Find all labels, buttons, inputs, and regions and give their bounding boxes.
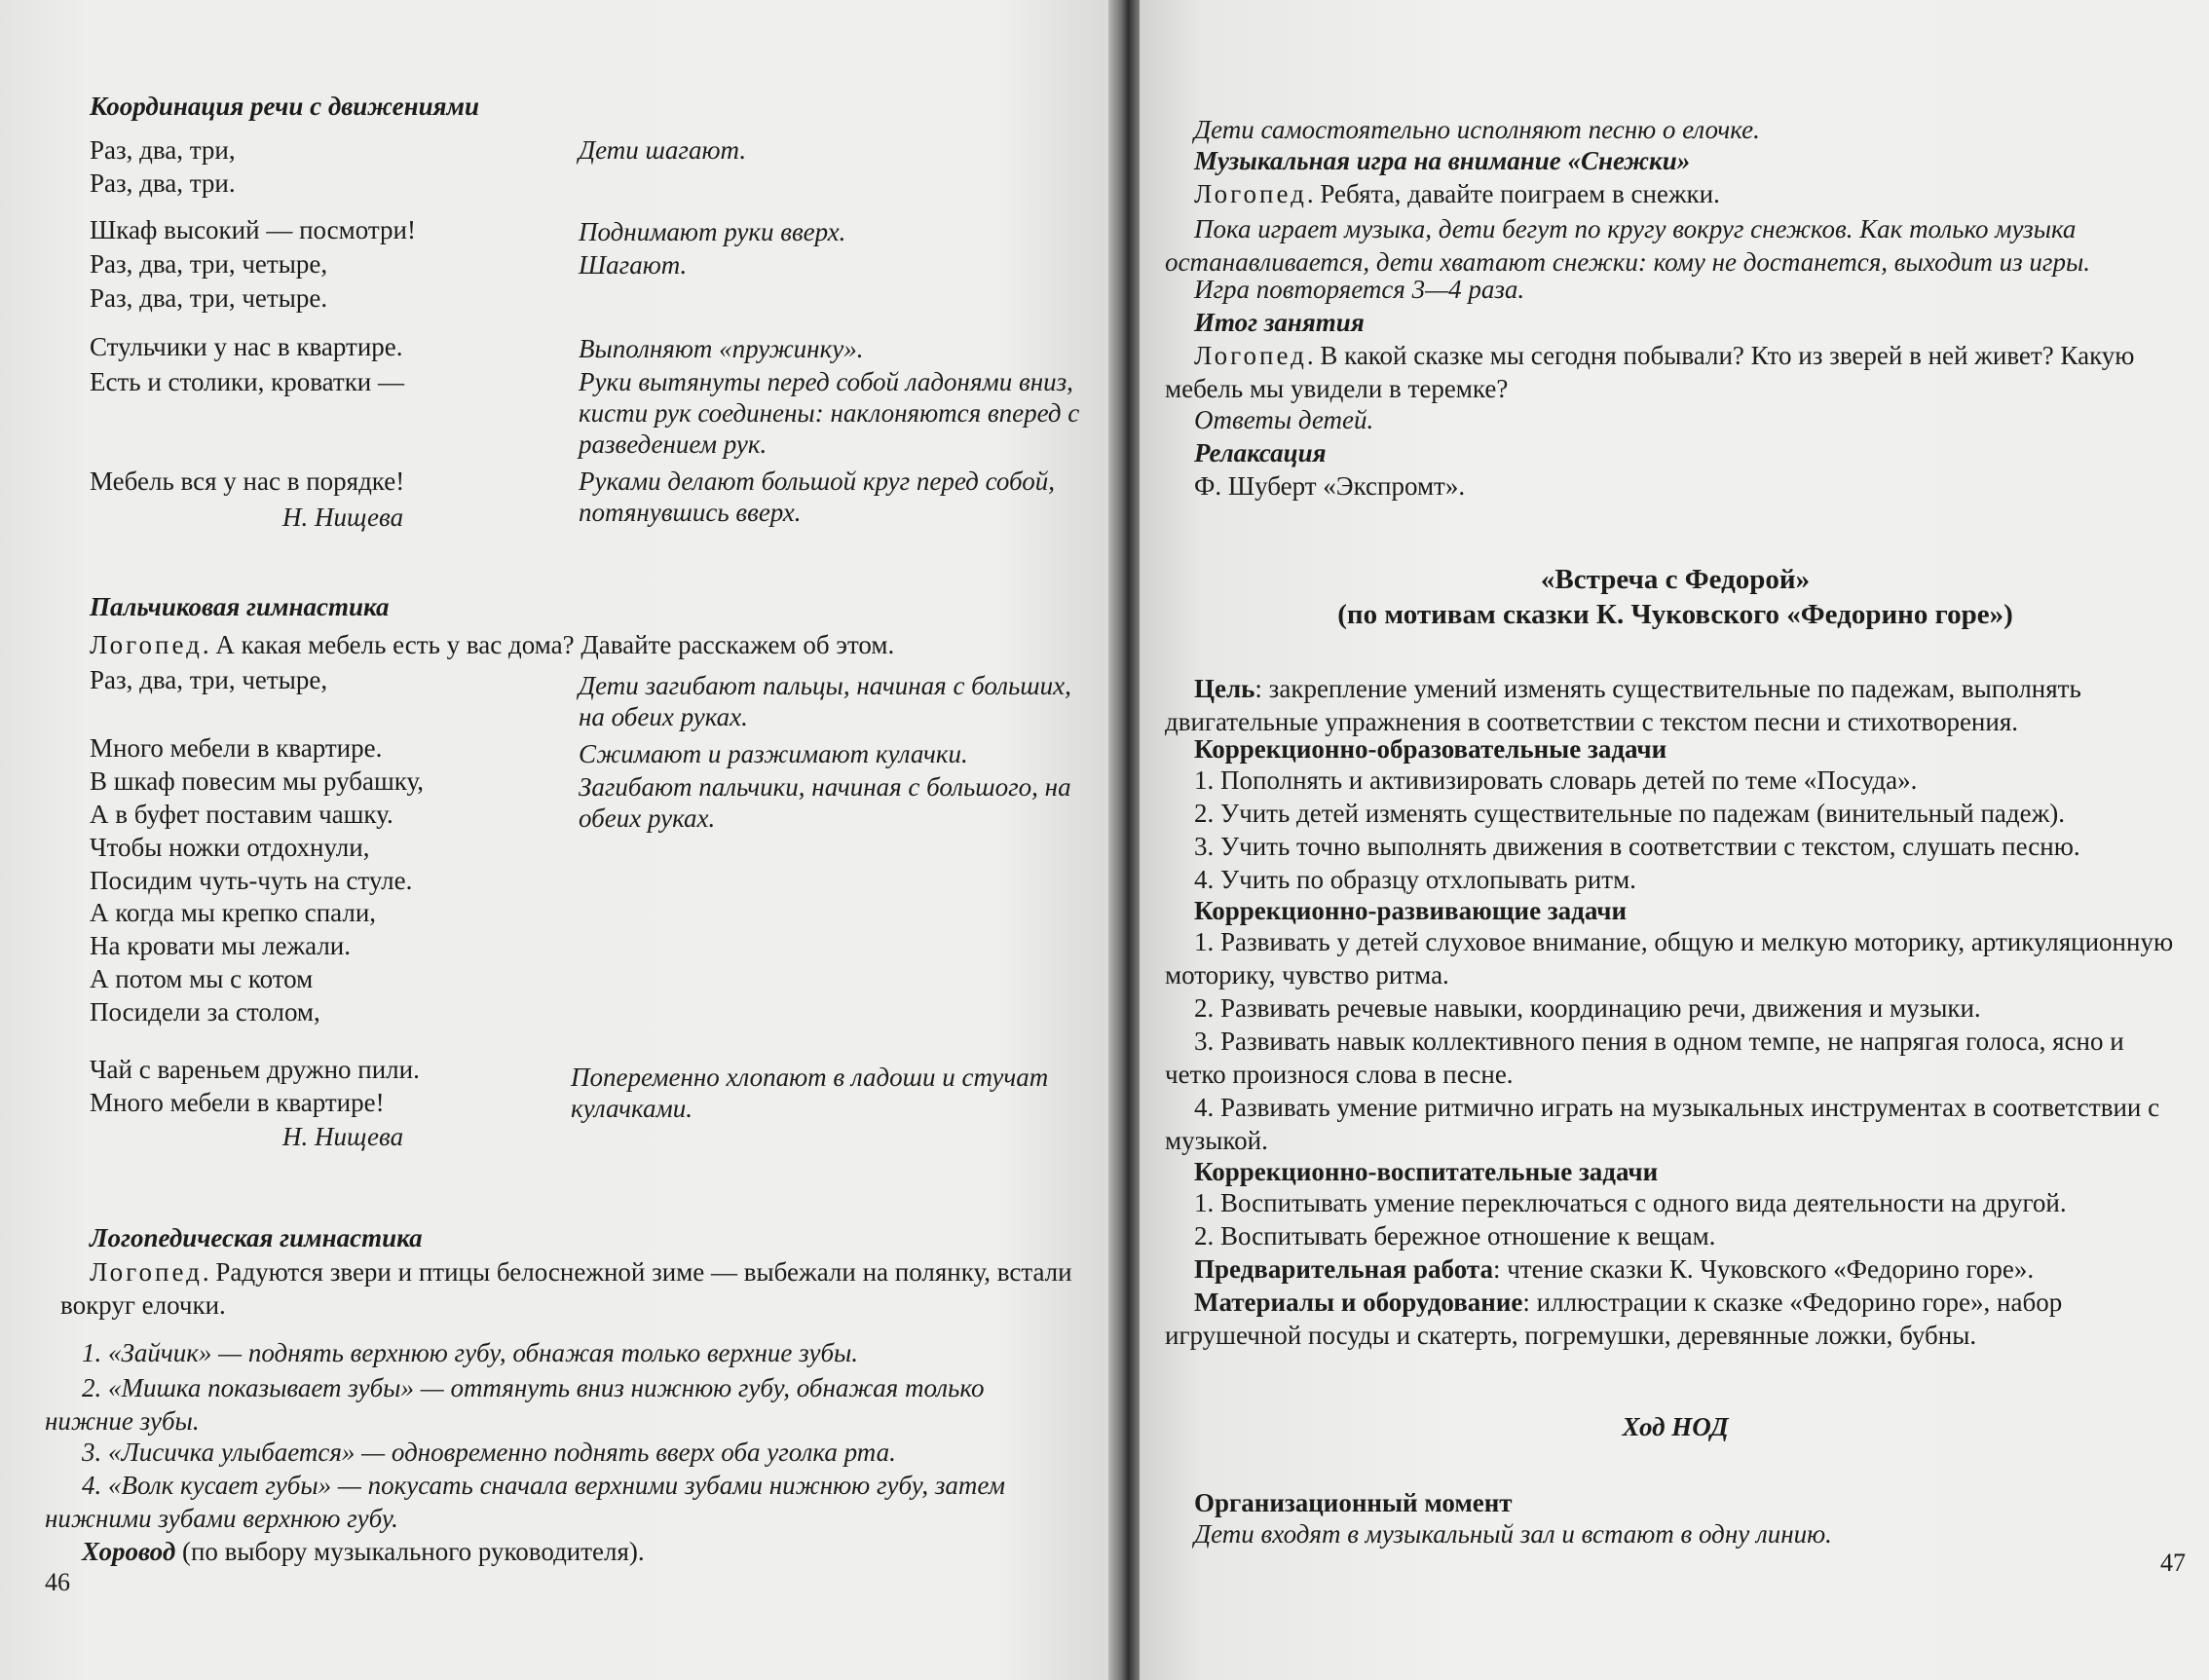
poem-action: Загибают пальчики, начиная с большого, на обеих руках.: [579, 772, 1071, 833]
section-title-speech-gym: Логопедическая гимнастика: [90, 1223, 423, 1252]
poem-line: Раз, два, три,: [90, 135, 236, 165]
poem-line: В шкаф повесим мы рубашку,: [90, 766, 425, 796]
poem-action: Поднимают руки вверх.: [579, 217, 846, 246]
task-item: 3. Учить точно выполнять движения в соответствии с текстом, слушать песню.: [1194, 832, 2080, 861]
materials-text: : иллюстрации к сказке «Федорино горе», набор игрушечной посуды и скатерть, погремушки, деревянные ложки, бубны.: [1165, 1288, 2063, 1350]
task-item: 4. Учить по образцу отхлопывать ритм.: [1194, 865, 1636, 894]
speech-text: . А какая мебель есть у вас дома? Давайте расскажем об этом.: [202, 630, 895, 659]
game-rules: Пока играет музыка, дети бегут по кругу вокруг снежков. Как только музыка останавливается, дети хватают снежки: кому не достанется, выходит из игры.: [1165, 214, 2090, 277]
poem-line: А в буфет поставим чашку.: [90, 800, 393, 829]
poem-line: Много мебели в квартире!: [90, 1088, 385, 1117]
course-title: Ход НОД: [1622, 1412, 1729, 1441]
poem-line: Раз, два, три, четыре,: [90, 665, 328, 694]
task-item: 1. Пополнять и активизировать словарь детей по теме «Посуда».: [1194, 765, 1918, 795]
speaker-name: Логопед: [1194, 341, 1307, 370]
poem-line: Стульчики у нас в квартире.: [90, 332, 403, 361]
poem-action: Шагают.: [579, 250, 688, 280]
materials-paragraph: [1165, 1286, 2193, 1352]
goal-text: : закрепление умений изменять существительные по падежам, выполнять двигательные упражнения в соответствии с текстом песни и стихотворения.: [1165, 674, 2081, 736]
poem-line: Много мебели в квартире.: [90, 733, 383, 763]
khorovod-line: [82, 1535, 645, 1568]
tasks-title: Коррекционно-образовательные задачи: [1194, 734, 1667, 764]
speech-paragraph: [90, 628, 894, 661]
poem-action: Попеременно хлопают в ладоши и стучат кулачками.: [571, 1063, 1049, 1123]
game-speech: [1194, 177, 1720, 210]
poem-action: Дети загибают пальцы, начиная с больших, на обеих руках.: [579, 671, 1071, 731]
task-item: 4. Развивать умение ритмично играть на музыкальных инструментах в соответствии с музыкой.: [1165, 1093, 2160, 1155]
speaker-name: Логопед: [90, 630, 203, 659]
right-page: [1140, 0, 2209, 1680]
task-item: 2. Воспитывать бережное отношение к вещам.: [1194, 1221, 1716, 1251]
org-text: Дети входят в музыкальный зал и встают в одну линию.: [1194, 1519, 1832, 1549]
task-item: 1. Развивать у детей слуховое внимание, общую и мелкую моторику, артикуляционную моторику, чувство ритма.: [1165, 927, 2174, 989]
speech-text: . Радуются звери и птицы белоснежной зиме — выбежали на полянку, встали вокруг елочки.: [60, 1257, 1072, 1320]
prep-label: Предварительная работа: [1194, 1254, 1493, 1284]
relax-text: Ф. Шуберт «Экспромт».: [1194, 471, 1466, 501]
khorovod-label: Хоровод: [82, 1537, 176, 1566]
poem-line: Посидели за столом,: [90, 997, 320, 1027]
tasks-title: Коррекционно-развивающие задачи: [1194, 896, 1628, 925]
task-item: 2. Учить детей изменять существительные по падежам (винительный падеж).: [1194, 799, 2066, 828]
org-title: Организационный момент: [1194, 1488, 1513, 1517]
lesson-title: «Встреча с Федорой»: [1540, 564, 1811, 595]
poem-line: Посидим чуть-чуть на стуле.: [90, 866, 413, 895]
summary-title: Итог занятия: [1194, 308, 1365, 337]
poem-action: Сжимают и разжимают кулачки.: [579, 739, 968, 768]
summary-speech: [1165, 339, 2197, 405]
poem-line: А когда мы крепко спали,: [90, 898, 377, 927]
section-title-coordination: Координация речи с движениями: [90, 92, 480, 121]
book-gutter: [1108, 0, 1142, 1680]
exercise-item: 1. «Зайчик» — поднять верхнюю губу, обнажая только верхние зубы.: [82, 1338, 859, 1367]
song-line: Дети самостоятельно исполняют песню о елочке.: [1194, 115, 1760, 144]
poem-author: Н. Нищева: [282, 1122, 404, 1151]
poem-action: Руками делают большой круг перед собой, потянувшись вверх.: [579, 467, 1056, 527]
section-title-finger-gym: Пальчиковая гимнастика: [90, 592, 390, 621]
tasks-title: Коррекционно-воспитательные задачи: [1194, 1157, 1659, 1186]
materials-label: Материалы и оборудование: [1194, 1288, 1523, 1317]
poem-author: Н. Нищева: [282, 503, 404, 532]
poem-line: Чтобы ножки отдохнули,: [90, 833, 370, 862]
poem-action: Дети шагают.: [579, 135, 747, 165]
speech-text: . Ребята, давайте поиграем в снежки.: [1306, 179, 1720, 208]
summary-answers: Ответы детей.: [1194, 405, 1374, 434]
task-item: 3. Развивать навык коллективного пения в одном темпе, не напрягая голоса, ясно и четко произнося слова в песне.: [1165, 1027, 2124, 1089]
poem-line: Чай с вареньем дружно пили.: [90, 1055, 420, 1084]
game-repeat: Игра повторяется 3—4 раза.: [1194, 275, 1525, 304]
poem-line: Раз, два, три.: [90, 168, 236, 198]
goal-paragraph: [1165, 672, 2190, 738]
page-number-right: 47: [2160, 1549, 2186, 1577]
exercise-item: 2. «Мишка показывает зубы» — оттянуть вниз нижнюю губу, обнажая только нижние зубы.: [45, 1373, 985, 1436]
poem-line: Мебель вся у нас в порядке!: [90, 467, 405, 496]
game-title: Музыкальная игра на внимание «Снежки»: [1194, 146, 1691, 175]
speech-text: . В какой сказке мы сегодня побывали? Кто из зверей в ней живет? Какую мебель мы увидели в теремке?: [1165, 341, 2135, 403]
poem-line: А потом мы с котом: [90, 964, 314, 993]
poem-line: Шкаф высокий — посмотри!: [90, 215, 416, 244]
prep-paragraph: [1194, 1252, 2034, 1286]
relax-title: Релаксация: [1194, 438, 1327, 467]
speech-paragraph: [60, 1255, 1093, 1322]
poem-line: Раз, два, три, четыре.: [90, 283, 328, 313]
goal-label: Цель: [1194, 674, 1255, 703]
speaker-name: Логопед: [1194, 179, 1307, 208]
exercise-item: 4. «Волк кусает губы» — покусать сначала верхними зубами нижнюю губу, затем нижними зубами верхнюю губу.: [45, 1471, 1005, 1533]
speaker-name: Логопед: [90, 1257, 203, 1287]
poem-action: Выполняют «пружинку».: [579, 334, 864, 363]
task-item: 2. Развивать речевые навыки, координацию речи, движения и музыки.: [1194, 993, 1981, 1023]
lesson-subtitle: (по мотивам сказки К. Чуковского «Федорино горе»): [1337, 599, 2013, 630]
khorovod-text: (по выбору музыкального руководителя).: [175, 1537, 645, 1566]
prep-text: : чтение сказки К. Чуковского «Федорино горе».: [1492, 1254, 2035, 1284]
page-number-left: 46: [45, 1568, 70, 1596]
poem-line: На кровати мы лежали.: [90, 931, 352, 960]
poem-line: Раз, два, три, четыре,: [90, 249, 328, 279]
task-item: 1. Воспитывать умение переключаться с одного вида деятельности на другой.: [1194, 1188, 2067, 1217]
poem-line: Есть и столики, кроватки —: [90, 367, 405, 396]
exercise-item: 3. «Лисичка улыбается» — одновременно поднять вверх оба уголка рта.: [82, 1437, 896, 1467]
poem-action: Руки вытянуты перед собой ладонями вниз, кисти рук соединены: наклоняются вперед с разведением рук.: [579, 367, 1080, 459]
